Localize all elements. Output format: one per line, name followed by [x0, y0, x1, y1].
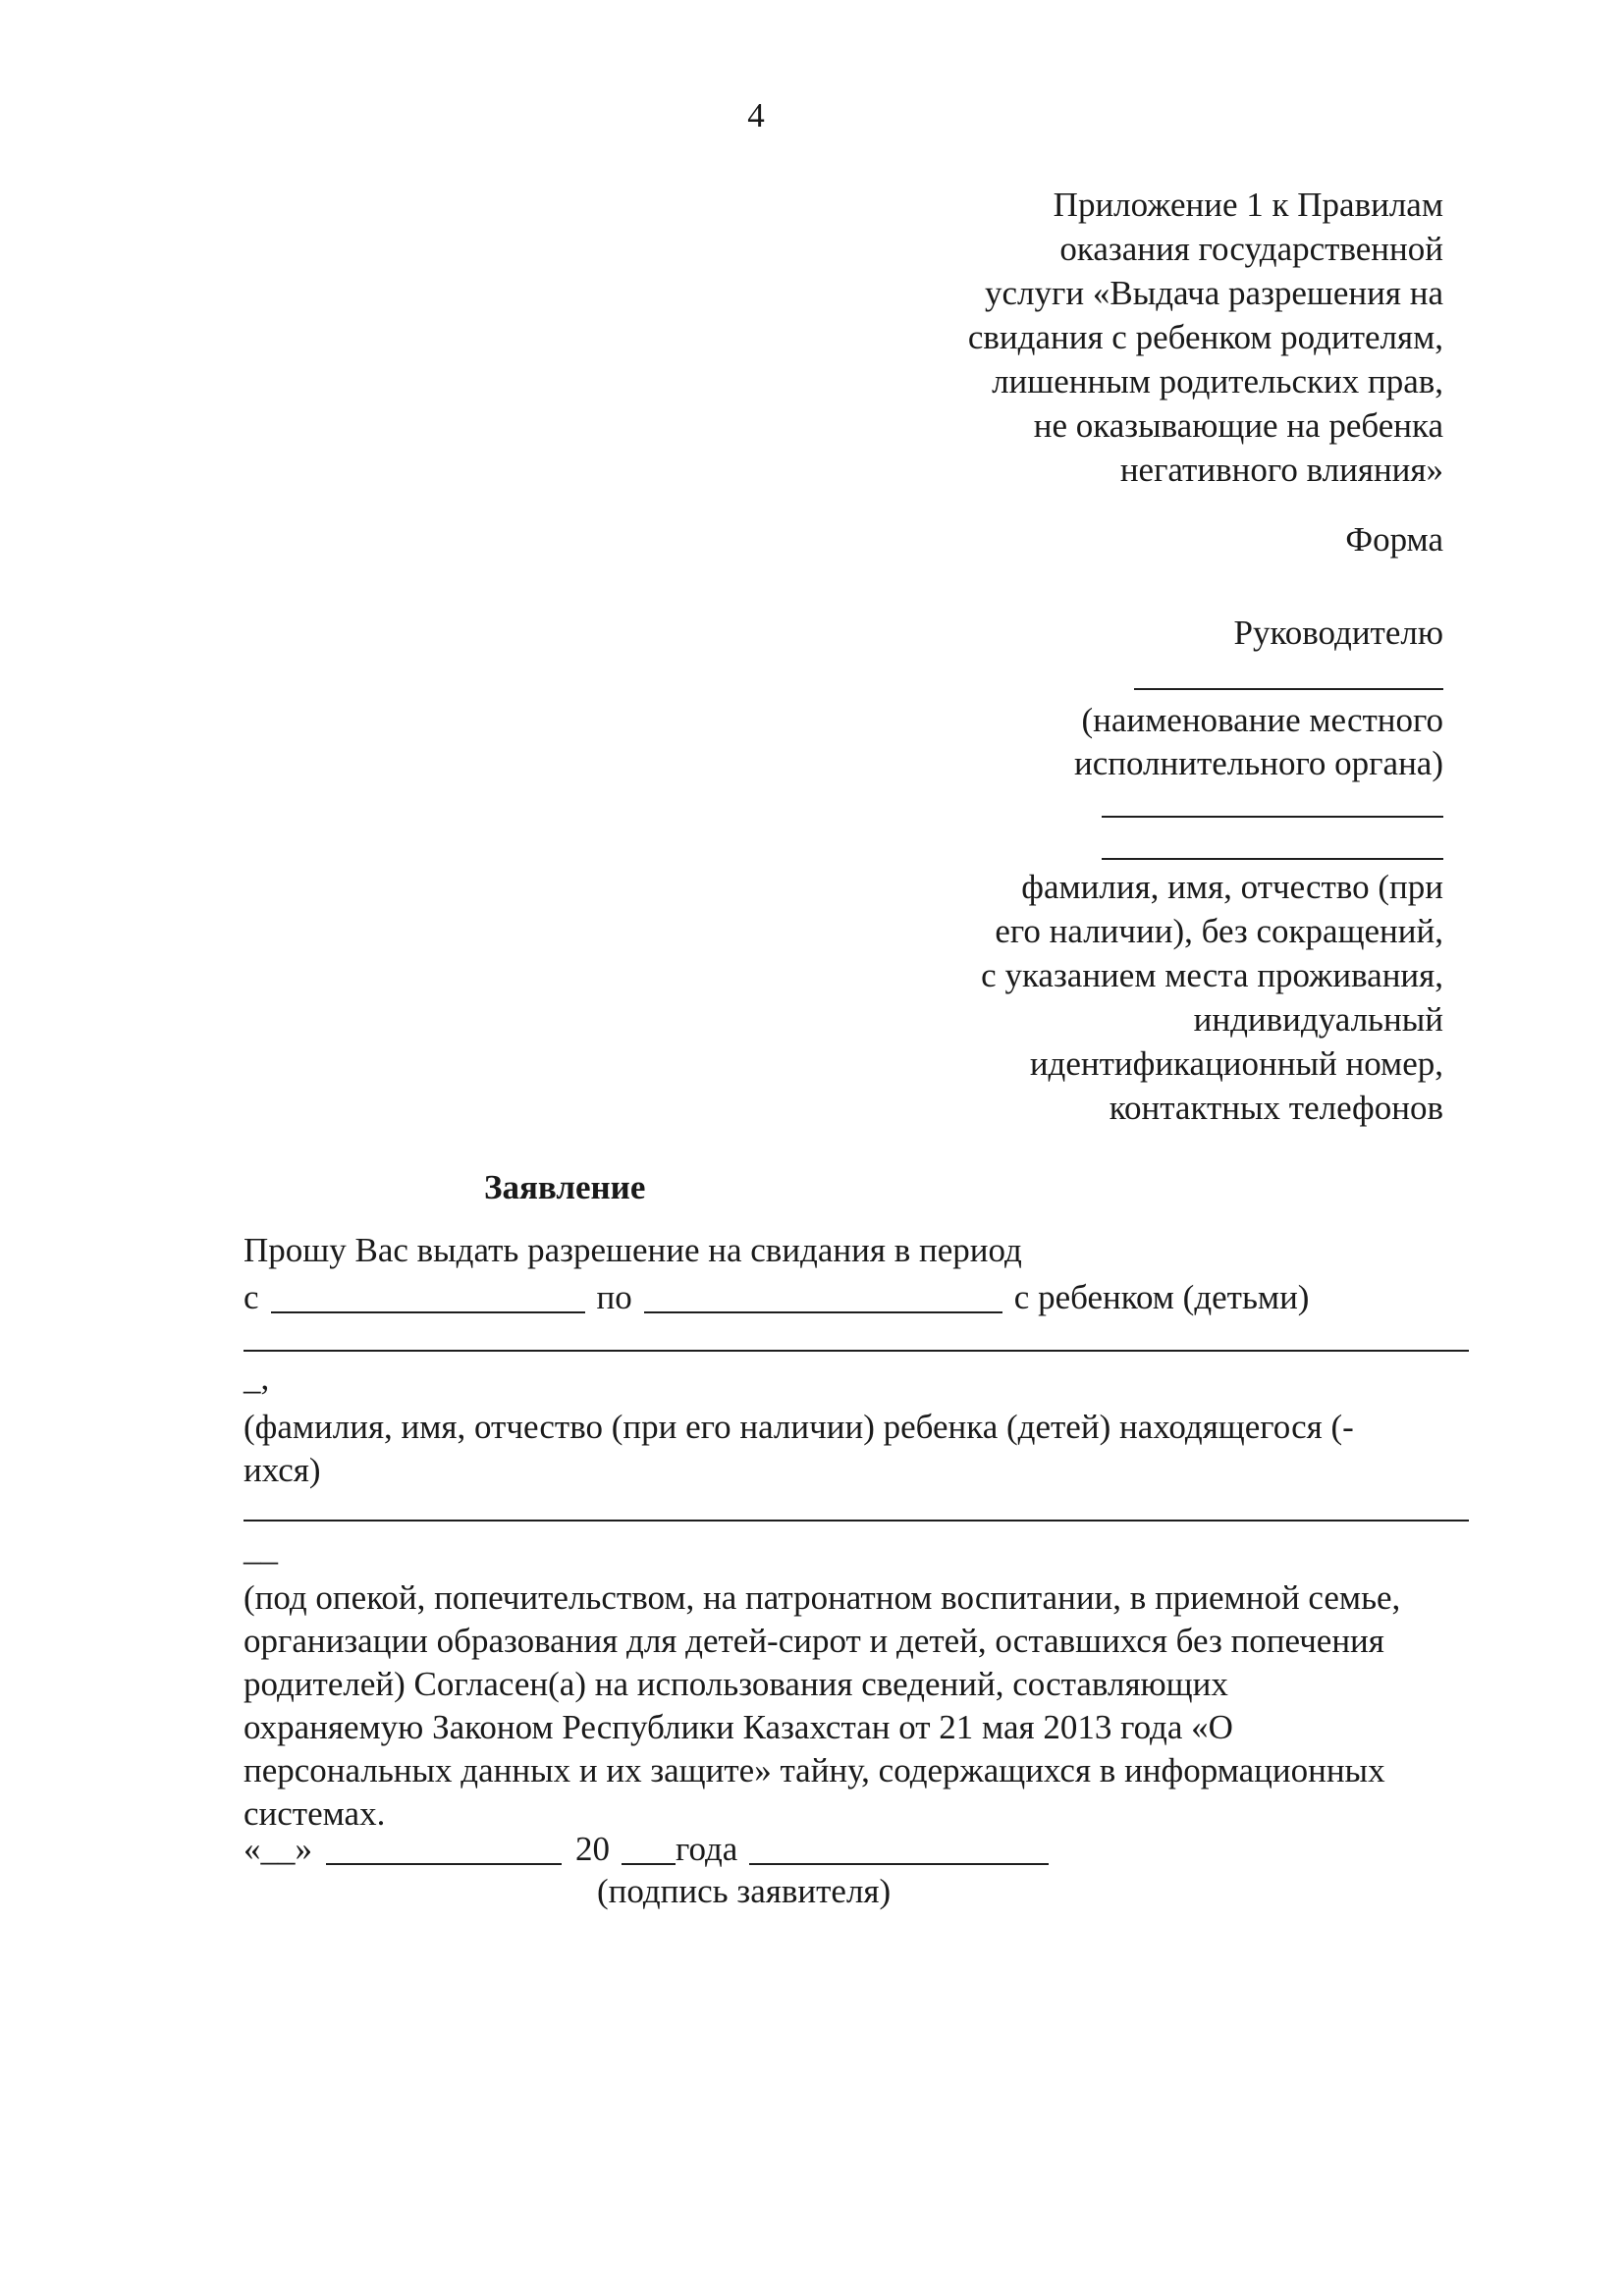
custody-mark: __ — [244, 1529, 278, 1568]
org-caption — [0, 699, 1443, 785]
appendix-reference — [0, 183, 1443, 492]
applicant-caption-line: контактных телефонов — [1109, 1089, 1443, 1127]
custody-paragraph — [244, 1576, 1400, 1836]
period-to-blank — [644, 1311, 1002, 1313]
intro-line: Прошу Вас выдать разрешение на свидания в период — [244, 1231, 1022, 1269]
signature-caption: (подпись заявителя) — [597, 1872, 892, 1910]
period-from-blank — [271, 1311, 585, 1313]
children-label: с ребенком (детьми) — [1013, 1278, 1310, 1316]
applicant-caption-line: его наличии), без сокращений, — [995, 912, 1443, 950]
applicant-caption-line: идентификационный номер, — [1029, 1044, 1443, 1083]
appendix-line: Приложение 1 к Правилам — [1053, 186, 1443, 224]
appendix-line: не оказывающие на ребенка — [1033, 406, 1443, 445]
period-line — [244, 1276, 1309, 1319]
children-name-blank-line — [244, 1350, 1469, 1352]
org-name-blank-line — [1134, 688, 1443, 690]
custody-paragraph-line: организации образования для детей-сирот и детей, оставшихся без попечения — [244, 1622, 1384, 1660]
custody-paragraph-line: родителей) Согласен(а) на использования сведений, составляющих — [244, 1665, 1228, 1703]
date-day-quoted: «__» — [244, 1830, 312, 1868]
date-year-blank — [622, 1863, 676, 1865]
period-to-label: по — [596, 1278, 632, 1316]
org-caption-line: (наименование местного — [1081, 701, 1443, 739]
applicant-caption-line: индивидуальный — [1193, 1000, 1443, 1039]
addressee: Руководителю — [1233, 614, 1443, 652]
page-number: 4 — [747, 96, 765, 134]
appendix-line: свидания с ребенком родителям, — [967, 318, 1443, 356]
appendix-line: негативного влияния» — [1119, 451, 1443, 489]
appendix-line: услуги «Выдача разрешения на — [985, 274, 1443, 312]
date-month-blank — [326, 1863, 562, 1865]
signature-blank — [749, 1863, 1049, 1865]
date-year-suffix: года — [676, 1830, 738, 1868]
date-signature-line — [244, 1828, 1049, 1871]
children-caption-line: (фамилия, имя, отчество (при его наличии) ребенка (детей) находящегося (- — [244, 1408, 1354, 1446]
appendix-line: лишенным родительских прав, — [992, 362, 1443, 400]
appendix-line: оказания государственной — [1059, 230, 1443, 268]
applicant-caption-line: с указанием места проживания, — [981, 956, 1443, 994]
custody-blank-line — [244, 1520, 1469, 1522]
custody-paragraph-line: системах. — [244, 1794, 386, 1833]
period-from-label: с — [244, 1278, 259, 1316]
children-caption-line: ихся) — [244, 1451, 321, 1489]
applicant-blank-line — [1102, 816, 1443, 818]
custody-paragraph-line: персональных данных и их защите» тайну, содержащихся в информационных — [244, 1751, 1385, 1789]
org-caption-line: исполнительного органа) — [1074, 744, 1443, 782]
form-label: Форма — [1345, 520, 1443, 559]
date-year-prefix: 20 — [575, 1830, 610, 1868]
custody-paragraph-line: охраняемую Законом Республики Казахстан от 21 мая 2013 года «О — [244, 1708, 1233, 1746]
applicant-caption — [0, 865, 1443, 1130]
application-title: Заявление — [484, 1168, 646, 1206]
custody-paragraph-line: (под опекой, попечительством, на патронатном воспитании, в приемной семье, — [244, 1578, 1401, 1617]
applicant-caption-line: фамилия, имя, отчество (при — [1021, 868, 1443, 906]
applicant-blank-line — [1102, 858, 1443, 860]
continuation-mark: _, — [244, 1359, 270, 1397]
